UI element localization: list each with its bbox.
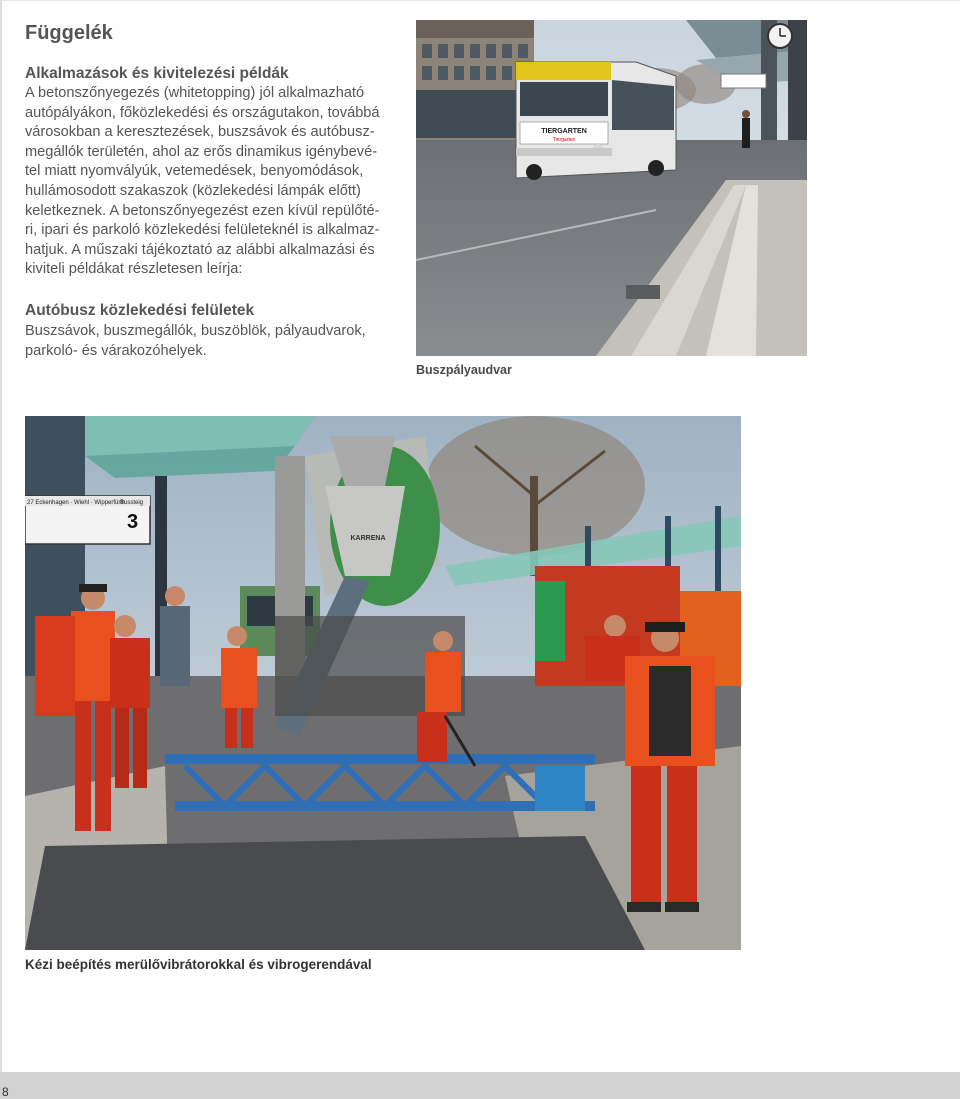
platform-sign-line: 27 Eckenhagen · Wiehl · Wipperfürth	[27, 500, 126, 506]
bus-surfaces-paragraph	[25, 322, 395, 361]
text-line: hatjuk. A műszaki tájékoztató az alábbi alkalmazási és	[25, 241, 375, 258]
mixer-brand-text: KARRENA	[350, 535, 386, 542]
text-line: A betonszőnyegezés (whitetopping) jól alkalmazható	[25, 85, 365, 101]
section-title: Függelék	[25, 22, 113, 44]
platform-label: Bussteig	[120, 500, 144, 506]
footer-bar	[0, 1072, 960, 1099]
text-line: tel miatt nyomvályúk, vetemedések, benyomódások,	[25, 163, 364, 180]
text-line: autópályákon, főközlekedési és országutakon, továbbá	[25, 104, 380, 121]
text-line: parkoló- és várakozóhelyek.	[25, 342, 207, 359]
concrete-installation-photo	[25, 416, 741, 950]
photo2-caption: Kézi beépítés merülővibrátorokkal és vibrogerendával	[25, 957, 372, 972]
page-left-border	[0, 0, 2, 1072]
bus-station-photo	[416, 20, 807, 356]
text-line: hullámosodott szakaszok (közlekedési lámpák előtt)	[25, 182, 361, 199]
page-top-border	[0, 0, 960, 1]
bus-destination-text: Tiergarten	[552, 137, 576, 143]
fresh-concrete	[25, 836, 645, 950]
text-line: Buszsávok, buszmegállók, buszöblök, pályaudvarok,	[25, 323, 366, 339]
pedestrian	[742, 110, 750, 148]
photo1-caption: Buszpályaudvar	[416, 363, 512, 377]
text-line: kiviteli példákat részletesen leírja:	[25, 261, 243, 278]
bus-ad-text: TIERGARTEN	[541, 128, 587, 135]
text-line: keletkeznek. A betonszőnyegezést ezen kívül repülőté-	[25, 202, 380, 219]
subsection-title: Alkalmazások és kivitelezési példák	[25, 65, 289, 82]
page-number: 8	[2, 1085, 9, 1099]
bus	[516, 62, 676, 180]
platform-number: 3	[127, 511, 139, 533]
text-line: városokban a keresztezések, buszsávok és autóbusz-	[25, 124, 375, 141]
drain-cover	[626, 285, 660, 299]
text-line: megállók területén, ahol az erős dinamikus igénybevé-	[25, 143, 378, 160]
intro-paragraph	[25, 84, 395, 280]
bus-surfaces-heading: Autóbusz közlekedési felületek	[25, 302, 255, 319]
platform-sign	[25, 496, 150, 544]
text-line: ri, ipari és parkoló közlekedési felületeknél is alkalmaz-	[25, 222, 380, 239]
